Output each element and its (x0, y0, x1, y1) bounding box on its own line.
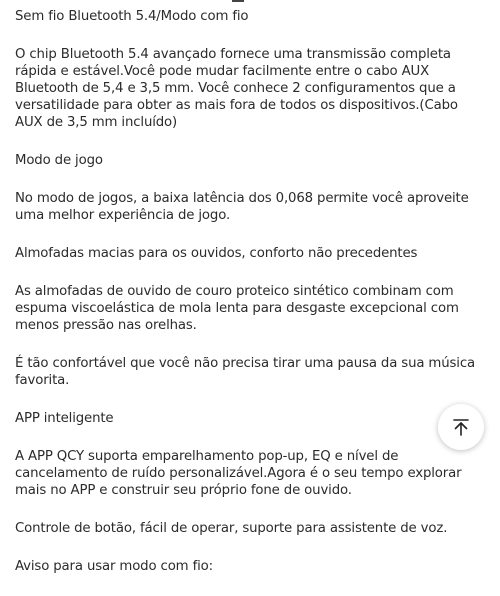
paragraph-bluetooth-heading: Sem fio Bluetooth 5.4/Modo com fio (15, 9, 249, 24)
top-edge-marker (232, 0, 244, 2)
paragraph-button-control: Controle de botão, fácil de operar, suporte para assistente de voz. (15, 521, 448, 536)
paragraph-app-heading: APP inteligente (15, 411, 114, 426)
paragraph-bluetooth-body: O chip Bluetooth 5.4 avançado fornece uma transmissão completa rápida e estável.Você pode mudar facilmente entre o cabo AUX Bluetooth de 5,4 e 3,5 mm. Você conhece 2 configuramentos que a versatilidade para obter as mais fora de todos os dispositivos.(Cabo AUX de 3,5 mm incluído) (15, 47, 458, 130)
paragraph-ear-cushions-heading: Almofadas macias para os ouvidos, conforto não precedentes (15, 246, 418, 261)
paragraph-app-body: A APP QCY suporta emparelhamento pop-up, EQ e nível de cancelamento de ruído personalizável.Agora é o seu tempo explorar mais no APP e construir seu próprio fone de ouvido. (15, 449, 462, 498)
paragraph-wired-mode-notice: Aviso para usar modo com fio: (15, 559, 213, 574)
paragraph-ear-cushions-body: As almofadas de ouvido de couro proteico sintético combinam com espuma viscoelástica de mola lenta para desgaste excepcional com menos pressão nas orelhas. (15, 284, 459, 333)
scroll-to-top-button[interactable] (438, 404, 484, 450)
paragraph-game-mode-body: No modo de jogos, a baixa latência dos 0,068 permite você aproveite uma melhor experiência de jogo. (15, 191, 469, 223)
paragraph-game-mode-heading: Modo de jogo (15, 153, 103, 168)
product-description (15, 8, 487, 596)
paragraph-comfort-body: É tão confortável que você não precisa tirar uma pausa da sua música favorita. (15, 356, 475, 388)
arrow-up-to-top-icon (452, 418, 470, 436)
